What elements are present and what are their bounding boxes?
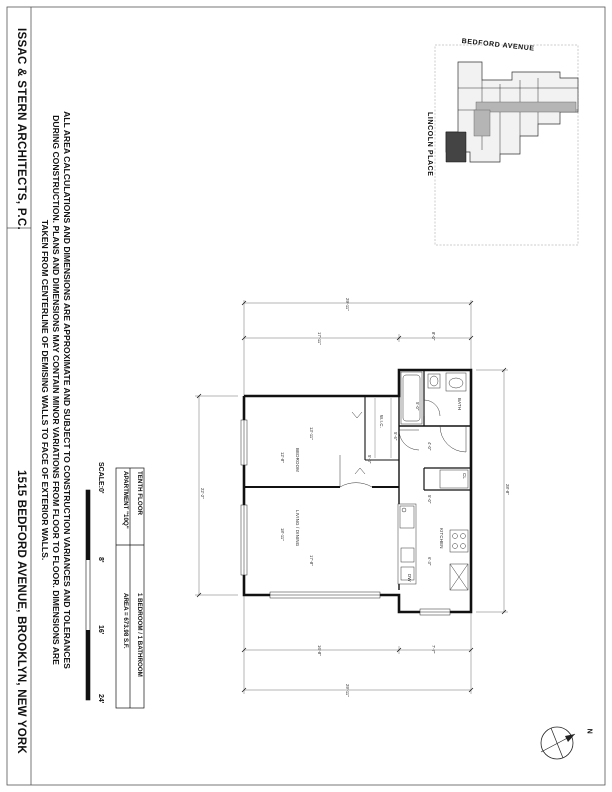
windows	[241, 420, 450, 615]
scale-tick-0: 0'	[97, 488, 104, 494]
dim-living-depth: 18'-11"	[280, 528, 285, 541]
scale-title: SCALE:	[97, 462, 104, 489]
dimension-lines	[195, 300, 508, 694]
floor-label: TENTH FLOOR	[136, 471, 143, 515]
scale-tick-16: 16'	[97, 625, 104, 635]
dim-wic-1: 5'-6"	[393, 432, 398, 441]
dim-right-top: 8'-0"	[431, 332, 436, 341]
dim-bath-1: 5'-0"	[415, 402, 420, 411]
street-bedford-avenue: BEDFORD AVENUE	[461, 38, 535, 53]
north-arrow-icon	[541, 727, 575, 759]
street-lincoln-place: LINCOLN PLACE	[426, 112, 433, 177]
disclaimer-line-2: DURING CONSTRUCTION. PLANS AND DIMENSIONS MAY CONTAIN MINOR VARIATIONS FROM FLOOR TO FLOOR. DIMENSIONS ARE	[51, 115, 61, 665]
dim-bedroom-depth: 12'-8"	[280, 452, 285, 463]
unit-type-label: 1 BEDROOM / 1 BATHROOM	[136, 593, 143, 677]
room-dishwasher: DW	[407, 574, 412, 582]
dim-wic-2: 5'-0"	[367, 455, 372, 464]
disclaimer-line-1: ALL AREA CALCULATIONS AND DIMENSIONS ARE APPROXIMATE AND SUBJECT TO CONSTRUCTION VARIANCES AND TOLERANCES	[62, 111, 72, 669]
firm-name: ISSAC & STERN ARCHITECTS, P.C.	[15, 28, 27, 230]
key-plan	[435, 45, 578, 245]
apartment-label: APARTMENT "10Q"	[122, 471, 129, 529]
room-bedroom: BEDROOM	[295, 448, 300, 473]
key-plan-unit-highlight	[446, 132, 466, 162]
floor-plan	[195, 300, 508, 694]
room-bath: BATH	[457, 398, 462, 411]
scale-bar	[86, 490, 90, 700]
scale-tick-24: 24'	[97, 694, 104, 704]
room-closet: CL	[462, 473, 467, 480]
key-plan-corridor	[476, 102, 576, 112]
dim-overall-right: 28'-8"	[505, 484, 510, 495]
dim-living-width: 17'-8"	[309, 555, 314, 566]
dim-left-top: 17'-11"	[317, 332, 322, 345]
dim-right-bottom: 7'-7"	[431, 645, 436, 654]
room-wic: W.I.C.	[379, 415, 384, 429]
area-label: AREA = 673.98 S.F.	[122, 593, 129, 649]
kitchen-fixtures	[398, 470, 468, 590]
north-label: N	[585, 728, 593, 735]
project-address: 1515 BEDFORD AVENUE, BROOKLYN, NEW YORK	[15, 470, 27, 754]
dim-overall-top: 29'-11"	[345, 298, 350, 311]
dim-bath-2: 4'-0"	[427, 442, 432, 451]
dim-kitchen-2: 5'-0"	[427, 495, 432, 504]
dim-left-bottom: 16'-8"	[317, 645, 322, 656]
dim-bedroom-width: 13'-11"	[309, 427, 314, 440]
disclaimer-line-3: TAKEN FROM CENTERLINE OF DEMISING WALLS TO FACE OF EXTERIOR WALLS.	[40, 219, 50, 561]
room-living-dining: LIVING / DINING	[295, 510, 300, 547]
dim-overall-left: 22'-2"	[200, 488, 205, 499]
dim-kitchen-1: 6'-3"	[427, 557, 432, 566]
dim-overall-bottom: 29'-11"	[345, 684, 350, 697]
room-kitchen: KITCHEN	[439, 528, 444, 549]
disclaimer-note	[39, 60, 72, 720]
scale-tick-8: 8'	[97, 557, 104, 563]
